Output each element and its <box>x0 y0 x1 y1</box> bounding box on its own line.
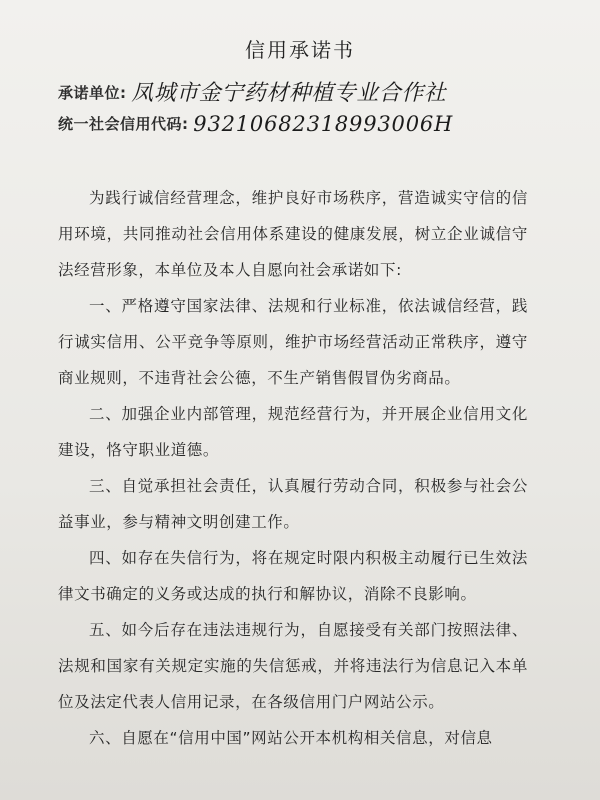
paragraph-intro: 为践行诚信经营理念，维护良好市场秩序，营造诚实守信的信用环境，共同推动社会信用体系建设的健康发展，树立企业诚信守法经营形象，本单位及本人自愿向社会承诺如下: <box>58 189 528 279</box>
paragraph-item-3: 三、自觉承担社会责任，认真履行劳动合同，积极参与社会公益事业，参与精神文明创建工作。 <box>58 477 528 531</box>
paragraph-item-2: 二、加强企业内部管理，规范经营行为，并开展企业信用文化建设，恪守职业道德。 <box>58 405 528 459</box>
credit-code-label: 统一社会信用代码: <box>58 115 189 133</box>
committing-unit-line <box>58 74 446 105</box>
credit-code-handwritten-value: 93210682318993006H <box>193 112 454 136</box>
document-title: 信用承诺书 <box>245 38 355 62</box>
document-body <box>58 180 528 756</box>
paragraph-item-5: 五、如今后存在违法违规行为，自愿接受有关部门按照法律、法规和国家有关规定实施的失信惩戒，并将违法行为信息记入本单位及法定代表人信用记录，在各级信用门户网站公示。 <box>58 621 528 711</box>
credit-code-line <box>58 110 453 134</box>
committing-unit-handwritten-value: 凤城市金宁药材种植专业合作社 <box>131 81 447 106</box>
paragraph-item-1: 一、严格遵守国家法律、法规和行业标准，依法诚信经营，践行诚实信用、公平竞争等原则，维护市场经营活动正常秩序，遵守商业规则，不违背社会公德，不生产销售假冒伪劣商品。 <box>58 297 528 387</box>
paragraph-item-4: 四、如存在失信行为，将在规定时限内积极主动履行已生效法律文书确定的义务或达成的执行和解协议，消除不良影响。 <box>58 549 528 603</box>
paragraph-item-6: 六、自愿在“信用中国”网站公开本机构相关信息，对信息 <box>89 729 493 747</box>
committing-unit-label: 承诺单位: <box>58 84 127 102</box>
